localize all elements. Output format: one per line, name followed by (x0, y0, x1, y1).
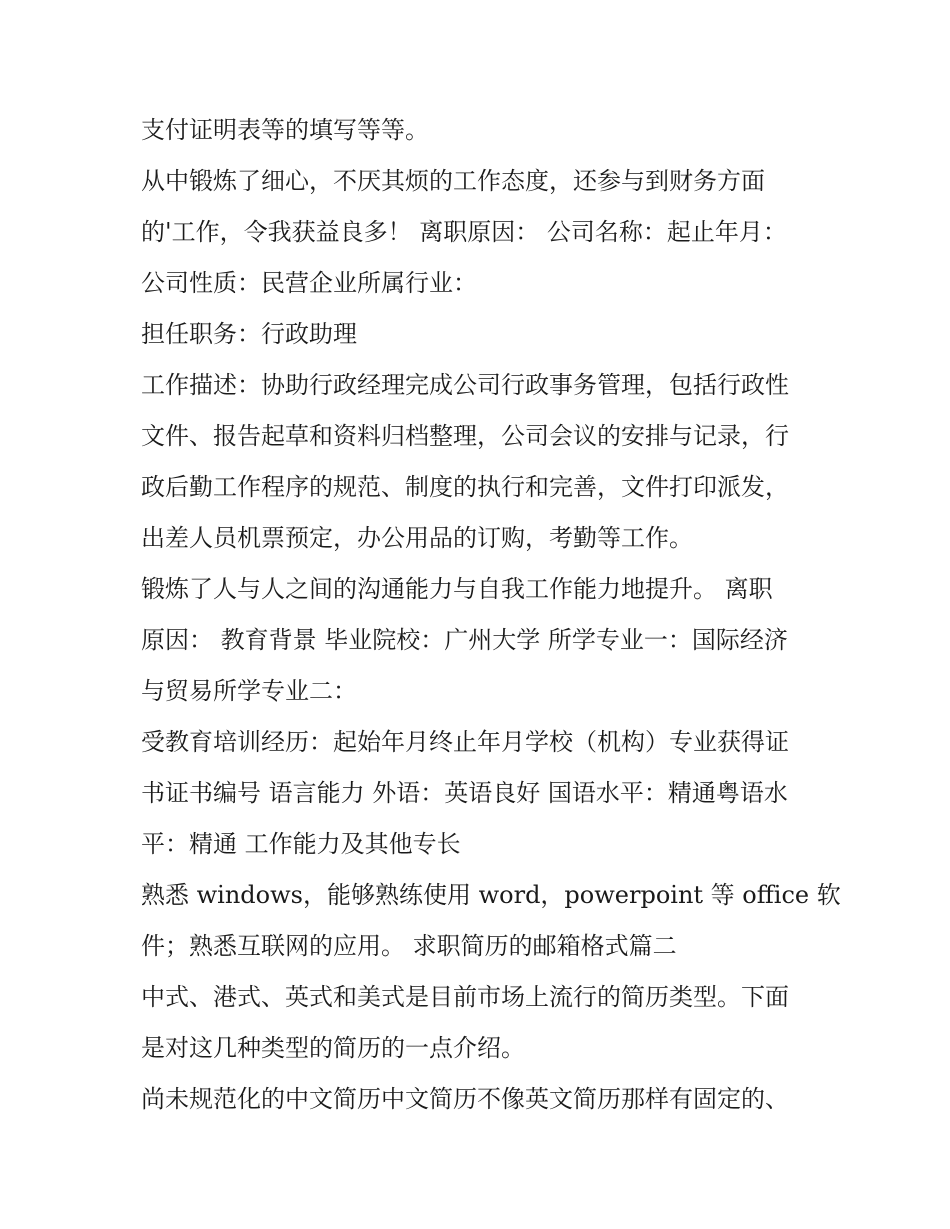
text-line: 平：精通 工作能力及其他专长 (141, 830, 461, 858)
text-line: 出差人员机票预定，办公用品的订购，考勤等工作。 (141, 524, 693, 552)
paragraph-education (141, 564, 821, 717)
text-line: 熟悉 windows，能够熟练使用 word，powerpoint 等 office 软 (141, 881, 841, 909)
text-line: 是对这几种类型的简历的一点介绍。 (141, 1034, 525, 1062)
paragraph-chinese-resume (141, 1074, 821, 1125)
text-line: 锻炼了人与人之间的沟通能力与自我工作能力地提升。 离职 (141, 575, 773, 603)
text-line: 受教育培训经历：起始年月终止年月学校（机构）专业获得证 (141, 728, 789, 756)
text-line: 件；熟悉互联网的应用。 求职简历的邮箱格式篇二 (141, 932, 677, 960)
paragraph-job-description (141, 360, 821, 564)
paragraph-position (141, 309, 821, 360)
text-line: 的'工作，令我获益良多！ 离职原因： 公司名称：起止年月： (141, 218, 787, 246)
paragraph-skills (141, 870, 841, 972)
text-line: 政后勤工作程序的规范、制度的执行和完善，文件打印派发， (141, 473, 789, 501)
text-line: 与贸易所学专业二： (141, 677, 357, 705)
text-line: 公司性质：民营企业所属行业： (141, 269, 477, 297)
document-body (141, 105, 841, 1125)
text-line: 工作描述：协助行政经理完成公司行政事务管理，包括行政性 (141, 371, 789, 399)
text-line: 书证书编号 语言能力 外语：英语良好 国语水平：精通粤语水 (141, 779, 788, 807)
paragraph-company-nature (141, 258, 821, 309)
text-line: 支付证明表等的填写等等。 (141, 116, 429, 144)
paragraph-finance-experience (141, 156, 821, 258)
paragraph-training-language (141, 717, 821, 870)
paragraph-payment-form (141, 105, 821, 156)
text-line: 从中锻炼了细心，不厌其烦的工作态度，还参与到财务方面 (141, 167, 765, 195)
paragraph-resume-types (141, 972, 821, 1074)
text-line: 担任职务：行政助理 (141, 320, 357, 348)
text-line: 原因： 教育背景 毕业院校：广州大学 所学专业一：国际经济 (141, 626, 788, 654)
text-line: 尚未规范化的中文简历中文简历不像英文简历那样有固定的、 (141, 1085, 789, 1113)
text-line: 中式、港式、英式和美式是目前市场上流行的简历类型。下面 (141, 983, 789, 1011)
text-line: 文件、报告起草和资料归档整理，公司会议的安排与记录，行 (141, 422, 789, 450)
